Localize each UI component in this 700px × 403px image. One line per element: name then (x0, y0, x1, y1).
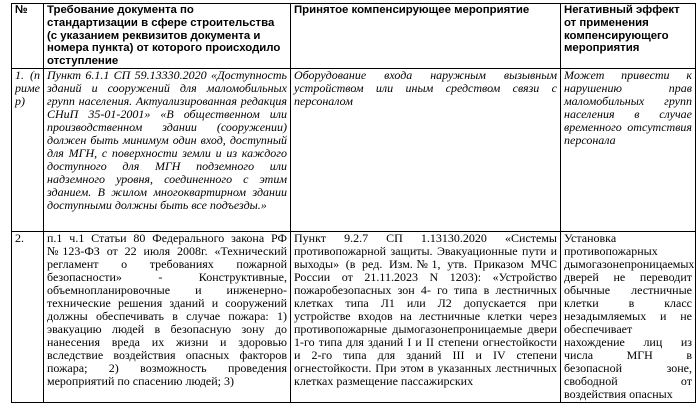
document-page (11, 3, 695, 403)
row-measure: Оборудование входа наружным вызывным устройством или иным средством связи с персоналом (291, 68, 561, 231)
row-measure: Пункт 9.2.7 СП 1.13130.2020 «Системы противопожарной защиты. Эвакуационные пути и выходы» (в ред. Изм.№1, утв. Приказом МЧС России от 21.11.2023 N 1203): «Устройство пожаробезопасных зон 4- го типа в лестничных клетках типа Л1 или Л2 допускается при устройстве входов на лестничные клетки через противопожарные дымогазонепроницаемые двери 1-го типа для зданий I и II степени огнестойкости и 2-го типа для зданий III и IV степени огнестойкости. При этом в указанных лестничных клетках размещение пассажирских (291, 231, 561, 402)
table-header-row (12, 4, 696, 69)
table-row (12, 68, 696, 231)
row-number: 2. (12, 231, 44, 402)
row-requirement: Пункт 6.1.1 СП 59.13330.2020 «Доступность зданий и сооружений для маломобильных групп населения. Актуализированная редакция СНиП 35-01-2001» «В общественном или производственном здании (сооружении) должен быть минимум один вход, доступный для МГН, с поверхности земли и из каждого доступного для МГН подземного или надземного уровня, соединенного с этим зданием. В жилом многоквартирном здании доступными должны быть все подъезды.» (44, 68, 291, 231)
row-number: 1. (пример) (12, 68, 44, 231)
row-negative-effect: Установка противопожарных дымогазонепроницаемых дверей не переводит обычные лестничные клетки в класс незадымляемых и не обеспечивает нахождение лиц из числа МГН в безопасной зоне, свободной от воздействия опасных (561, 231, 696, 402)
compensating-measures-table (11, 3, 696, 403)
row-negative-effect: Может привести к нарушению прав маломобильных групп населения в случае временного отсутствия персонала (561, 68, 696, 231)
header-measure: Принятое компенсирующее мероприятие (291, 4, 561, 69)
header-requirement: Требование документа по стандартизации в сфере строительства (с указанием реквизитов документа и номера пункта) от которого происходило отступление (44, 4, 291, 69)
header-number: № (12, 4, 44, 69)
row-requirement: п.1 ч.1 Статьи 80 Федерального закона РФ №123-ФЗ от 22 июля 2008г. «Технический регламент о требованиях пожарной безопасности» - Конструктивные, объемнопланировочные и инженерно-технические решения зданий и сооружений должны обеспечивать в случае пожара: 1) эвакуацию людей в безопасную зону до нанесения вреда их жизни и здоровью вследствие воздействия опасных факторов пожара; 2) возможность проведения мероприятий по спасению людей; 3) (44, 231, 291, 402)
header-negative-effect: Негативный эффект от применения компенсирующего мероприятия (561, 4, 696, 69)
table-row (12, 231, 696, 402)
